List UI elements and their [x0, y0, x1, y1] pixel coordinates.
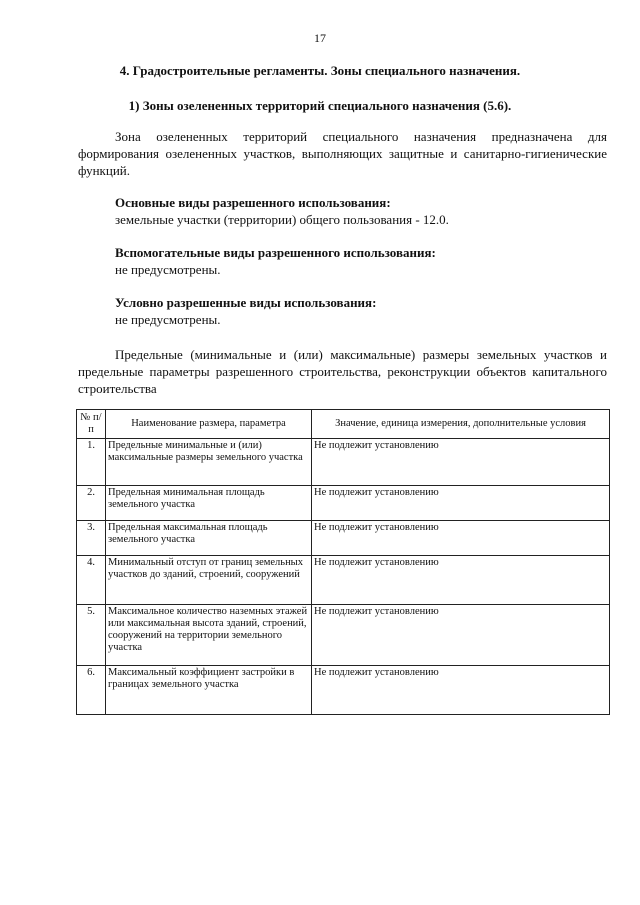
row-value: Не подлежит установлению	[312, 439, 610, 486]
auxiliary-uses-title: Вспомогательные виды разрешенного использования:	[115, 245, 436, 260]
conditional-uses-title: Условно разрешенные виды использования:	[115, 295, 377, 310]
row-parameter-name: Предельная максимальная площадь земельного участка	[106, 521, 312, 556]
row-value: Не подлежит установлению	[312, 486, 610, 521]
row-parameter-name: Максимальный коэффициент застройки в границах земельного участка	[106, 666, 312, 715]
table-row	[77, 439, 610, 486]
row-parameter-name: Предельная минимальная площадь земельного участка	[106, 486, 312, 521]
row-parameter-name: Предельные минимальные и (или) максимальные размеры земельного участка	[106, 439, 312, 486]
auxiliary-uses-value: не предусмотрены.	[115, 262, 221, 277]
table-row	[77, 486, 610, 521]
conditional-uses-value: не предусмотрены.	[115, 312, 221, 327]
section-heading: 4. Градостроительные регламенты. Зоны специального назначения.	[119, 63, 521, 78]
table-row	[77, 521, 610, 556]
main-uses-title: Основные виды разрешенного использования:	[115, 195, 391, 210]
row-parameter-name: Минимальный отступ от границ земельных участков до зданий, строений, сооружений	[106, 556, 312, 605]
table-row	[77, 556, 610, 605]
zone-heading: 1) Зоны озелененных территорий специального назначения (5.6).	[128, 98, 512, 113]
header-parameter-name: Наименование размера, параметра	[106, 410, 312, 439]
header-value: Значение, единица измерения, дополнительные условия	[312, 410, 610, 439]
row-number: 2.	[77, 486, 106, 521]
row-value: Не подлежит установлению	[312, 521, 610, 556]
main-uses-block	[115, 194, 605, 228]
row-number: 3.	[77, 521, 106, 556]
row-value: Не подлежит установлению	[312, 556, 610, 605]
main-uses-value: земельные участки (территории) общего пользования - 12.0.	[115, 212, 449, 227]
parameters-table	[76, 409, 610, 715]
table-header-row	[77, 410, 610, 439]
row-number: 1.	[77, 439, 106, 486]
auxiliary-uses-block	[115, 244, 605, 278]
table-row	[77, 666, 610, 715]
row-parameter-name: Максимальное количество наземных этажей или максимальная высота зданий, строений, сооружений на территории земельного участка	[106, 605, 312, 666]
conditional-uses-block	[115, 294, 605, 328]
table-row	[77, 605, 610, 666]
zone-description: Зона озелененных территорий специального назначения предназначена для формирования озелененных участков, выполняющих защитные и санитарно-гигиенические функций.	[78, 129, 607, 178]
row-value: Не подлежит установлению	[312, 666, 610, 715]
limits-paragraph: Предельные (минимальные и (или) максимальные) размеры земельных участков и предельные параметры разрешенного строительства, реконструкции объектов капитального строительства	[78, 347, 607, 396]
row-number: 6.	[77, 666, 106, 715]
row-number: 5.	[77, 605, 106, 666]
page-number: 17	[314, 31, 326, 45]
header-number: № п/п	[77, 410, 106, 439]
row-number: 4.	[77, 556, 106, 605]
row-value: Не подлежит установлению	[312, 605, 610, 666]
